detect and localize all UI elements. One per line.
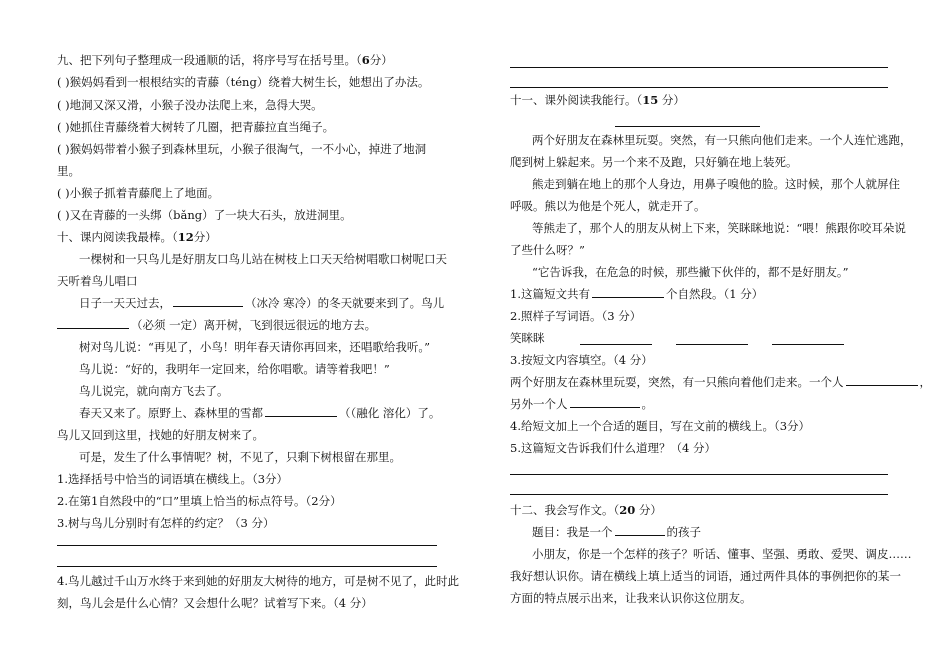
- answer-blank[interactable]: [592, 286, 664, 298]
- passage-line: 了些什么呀？”: [510, 243, 585, 257]
- example-word: 笑眯眯: [510, 331, 545, 345]
- answer-blank[interactable]: [57, 317, 129, 329]
- q12-title: 十二、我会写作文。（20 分）: [510, 503, 662, 517]
- passage-line: 天听着鸟儿唱口: [57, 274, 138, 288]
- answer-line[interactable]: [676, 344, 748, 345]
- q9-item: ( )猴妈妈带着小猴子到森林里玩，小猴子很淘气，一不小心，掉进了地洞: [57, 142, 427, 156]
- passage-line: 爬到树上躲起来。另一个来不及跑，只好躺在地上装死。: [510, 155, 798, 169]
- essay-topic: 题目：我是一个 的孩子: [532, 525, 701, 539]
- answer-line[interactable]: [510, 474, 888, 475]
- essay-prompt: 小朋友，你是一个怎样的孩子？听话、懂事、坚强、勇敢、爱哭、调皮……: [532, 547, 912, 561]
- q9-item: ( )猴妈妈看到一根根结实的青藤（téng）绕着大树生长，她想出了办法。: [57, 75, 430, 89]
- passage-line: 春天又来了。原野上、森林里的雪都 （（融化 溶化）了。: [79, 406, 441, 420]
- sub-question: 3.树与鸟儿分别时有怎样的约定？（3 分）: [57, 516, 275, 530]
- passage-line: 可是，发生了什么事情呢？树，不见了，只剩下树根留在那里。: [79, 450, 401, 464]
- answer-line[interactable]: [57, 566, 437, 567]
- essay-prompt: 我好想认识你。请在横线上填上适当的词语，通过两件具体的事例把你的某一: [510, 569, 901, 583]
- sub-question: 2.在第1自然段中的“口”里填上恰当的标点符号。（2分）: [57, 494, 342, 508]
- passage-line: 一棵树和一只鸟儿是好朋友口鸟儿站在树枝上口天天给树唱歌口树呢口天: [79, 252, 447, 266]
- q9-item: ( )又在青藤的一头绑（bǎng）了一块大石头，放进洞里。: [57, 208, 352, 222]
- q9-item: ( )小猴子抓着青藤爬上了地面。: [57, 186, 220, 200]
- sub-question: 4.鸟儿越过千山万水终于来到她的好朋友大树待的地方，可是树不见了，此时此: [57, 574, 459, 588]
- answer-blank[interactable]: [265, 405, 337, 417]
- passage-line: 鸟儿又回到这里，找她的好朋友树来了。: [57, 428, 264, 442]
- answer-line[interactable]: [57, 545, 437, 546]
- sub-question: 2.照样子写词语。（3 分）: [510, 309, 642, 323]
- q11-title: 十一、课外阅读我能行。（15 分）: [510, 93, 685, 107]
- q9-item: ( )她抓住青藤绕着大树转了几圈，把青藤拉直当绳子。: [57, 120, 335, 134]
- passage-line: 鸟儿说完，就向南方飞去了。: [79, 384, 229, 398]
- passage-line: （必须 一定）离开树，飞到很远很远的地方去。: [57, 317, 376, 333]
- passage-line: 鸟儿说：“好的，我明年一定回来，给你唱歌。请等着我吧！”: [79, 362, 390, 376]
- passage-line: 树对鸟儿说：“再见了，小鸟！明年春天请你再回来，还唱歌给我听。”: [79, 340, 431, 354]
- passage-line: 呼吸。熊以为他是个死人，就走开了。: [510, 199, 706, 213]
- passage-line: 等熊走了，那个人的朋友从树上下来，笑眯眯地说：“喂！熊跟你咬耳朵说: [532, 221, 906, 235]
- answer-blank[interactable]: [846, 374, 918, 386]
- q9-item: ( )地洞又深又滑，小猴子没办法爬上来，急得大哭。: [57, 98, 323, 112]
- answer-blank[interactable]: [570, 396, 640, 408]
- q10-title: 十、课内阅读我最棒。（12分）: [57, 230, 217, 244]
- sub-question: 3.按短文内容填空。（4 分）: [510, 353, 653, 367]
- q9-item: 里。: [57, 164, 80, 178]
- answer-blank[interactable]: [615, 524, 665, 536]
- title-blank[interactable]: [615, 126, 760, 127]
- sub-question: 1.选择括号中恰当的词语填在横线上。（3分）: [57, 472, 289, 486]
- passage-line: 熊走到躺在地上的那个人身边，用鼻子嗅他的脸。这时候，那个人就屏住: [532, 177, 900, 191]
- answer-blank[interactable]: [173, 295, 243, 307]
- sub-question: 两个好朋友在森林里玩耍，突然，有一只熊向着他们走来。一个人 ，: [510, 375, 931, 389]
- answer-line[interactable]: [580, 344, 652, 345]
- answer-line[interactable]: [510, 87, 888, 88]
- answer-line[interactable]: [510, 494, 888, 495]
- answer-line[interactable]: [772, 344, 844, 345]
- sub-question: 4.给短文加上一个合适的题目，写在文前的横线上。（3分）: [510, 419, 811, 433]
- passage-line: 两个好朋友在森林里玩耍。突然，有一只熊向他们走来。一个人连忙逃跑，: [532, 133, 912, 147]
- q9-title: 九、把下列句子整理成一段通顺的话，将序号写在括号里。（6分）: [57, 53, 393, 67]
- sub-question: 刻，鸟儿会是什么心情？又会想什么呢？试着写下来。（4 分）: [57, 596, 373, 610]
- passage-line: “它告诉我，在危急的时候，那些撇下伙伴的，都不是好朋友。”: [532, 265, 849, 279]
- sub-question: 1.这篇短文共有 个自然段。（1 分）: [510, 287, 764, 301]
- essay-prompt: 方面的特点展示出来，让我来认识你这位朋友。: [510, 591, 752, 605]
- sub-question: 另外一个人 。: [510, 397, 653, 411]
- passage-line: 日子一天天过去， （冰冷 寒冷）的冬天就要来到了。鸟儿: [79, 296, 445, 310]
- answer-line[interactable]: [510, 67, 888, 68]
- sub-question: 5.这篇短文告诉我们什么道理？（4 分）: [510, 441, 716, 455]
